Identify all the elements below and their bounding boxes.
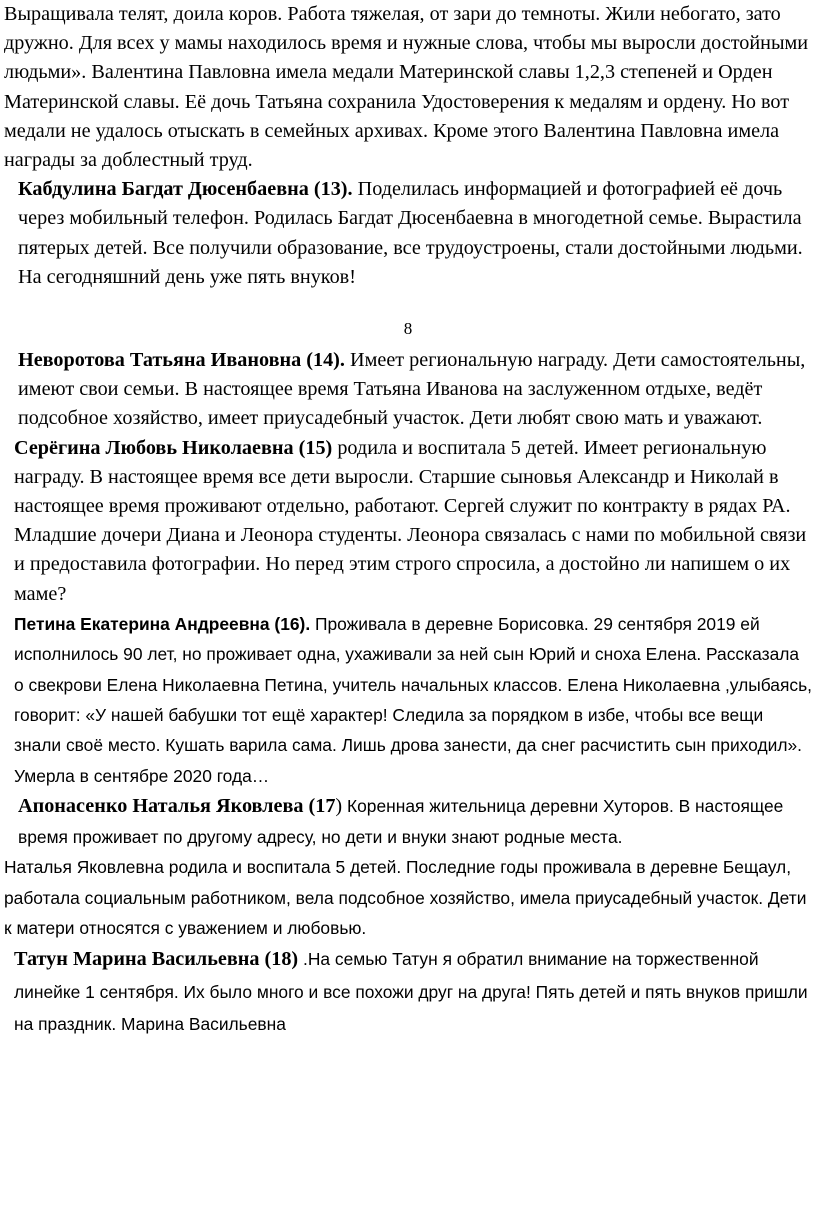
paragraph-tatun — [4, 943, 812, 1041]
paragraph-text: родила и воспитала 5 детей. Имеет региональную награду. В настоящее время все дети выросли. Старшие сыновья Александр и Николай в настоящее время проживают отдельно, работают. Сергей служит по контракту в рядах РА. Младшие дочери Диана и Леонора студенты. Леонора связалась с нами по мобильной связи и предоставила фотографии. Но перед этим строго спросила, а достойно ли напишем о их маме? — [14, 436, 807, 605]
person-name: Неворотова Татьяна Ивановна (14). — [18, 349, 345, 372]
paragraph-natalya — [4, 852, 812, 943]
paragraph-bracket: ) — [335, 795, 343, 818]
paragraph-text: Наталья Яковлевна родила и воспитала 5 детей. Последние годы проживала в деревне Бещаул, работала социальным работником, вела подсобное хозяйство, имела приусадебный участок. Дети к матери относятся с уважением и любовью. — [4, 857, 807, 938]
person-name: Серёгина Любовь Николаевна (15) — [14, 436, 333, 459]
person-name: Петина Екатерина Андреевна (16). — [14, 613, 311, 634]
paragraph-text: Имеет региональную награду. Дети самостоятельны, имеют свои семьи. В настоящее время Татьяна Иванова на заслуженном отдыхе, ведёт подсобное хозяйство, имеет приусадебный участок. Дети любят свою мать и уважают. — [18, 349, 806, 430]
person-name: Татун Марина Васильевна (18) — [14, 948, 299, 971]
paragraph-text: Выращивала телят, доила коров. Работа тяжелая, от зари до темноты. Жили небогато, зато дружно. Для всех у мамы находилось время и нужные слова, чтобы мы выросли достойными людьми». Валентина Павловна имела медали Материнской славы 1,2,3 степеней и Орден Материнской славы. Её дочь Татьяна сохранила Удостоверения к медалям и ордену. Но вот медали не удалось отыскать в семейных архивах. Кроме этого Валентина Павловна имела награды за доблестный труд. — [4, 3, 809, 172]
paragraph-seregina — [4, 434, 812, 609]
person-name: Кабдулина Багдат Дюсенбаевна (13). — [18, 178, 353, 201]
paragraph-aponasenko — [4, 791, 812, 852]
paragraph-text: Поделилась информацией и фотографией её дочь через мобильный телефон. Родилась Багдат Дюсенбаевна в многодетной семье. Вырастила пятерых детей. Все получили образование, все трудоустроены, стали достойными людьми. На сегодняшний день уже пять внуков! — [18, 178, 803, 288]
paragraph-text: .На семью Татун я обратил внимание на торжественной линейке 1 сентября. Их было много и все похожи друг на друга! Пять детей и пять внуков пришли на праздник. Марина Васильевна — [14, 949, 808, 1035]
paragraph-text: Коренная жительница деревни Хуторов. В настоящее время проживает по другому адресу, но дети и внуки знают родные места. — [18, 796, 784, 847]
person-name: Апонасенко Наталья Яковлева (17 — [18, 795, 336, 818]
paragraph-petina — [4, 609, 812, 791]
paragraph-kabdulina — [4, 175, 812, 292]
page-number: 8 — [403, 319, 413, 339]
paragraph-valentina — [4, 0, 812, 175]
paragraph-text: Проживала в деревне Борисовка. 29 сентября 2019 ей исполнилось 90 лет, но проживает одна, ухаживали за ней сын Юрий и сноха Елена. Рассказала о свекрови Елена Николаевна Петина, учитель начальных классов. Елена Николаевна ,улыбаясь, говорит: «У нашей бабушки тот ещё характер! Следила за порядком в избе, чтобы все вещи знали своё место. Кушать варила сама. Лишь дрова занести, да снег расчистить сын приходил». Умерла в сентябре 2020 года… — [14, 613, 812, 786]
paragraph-nevorotova — [4, 346, 812, 434]
